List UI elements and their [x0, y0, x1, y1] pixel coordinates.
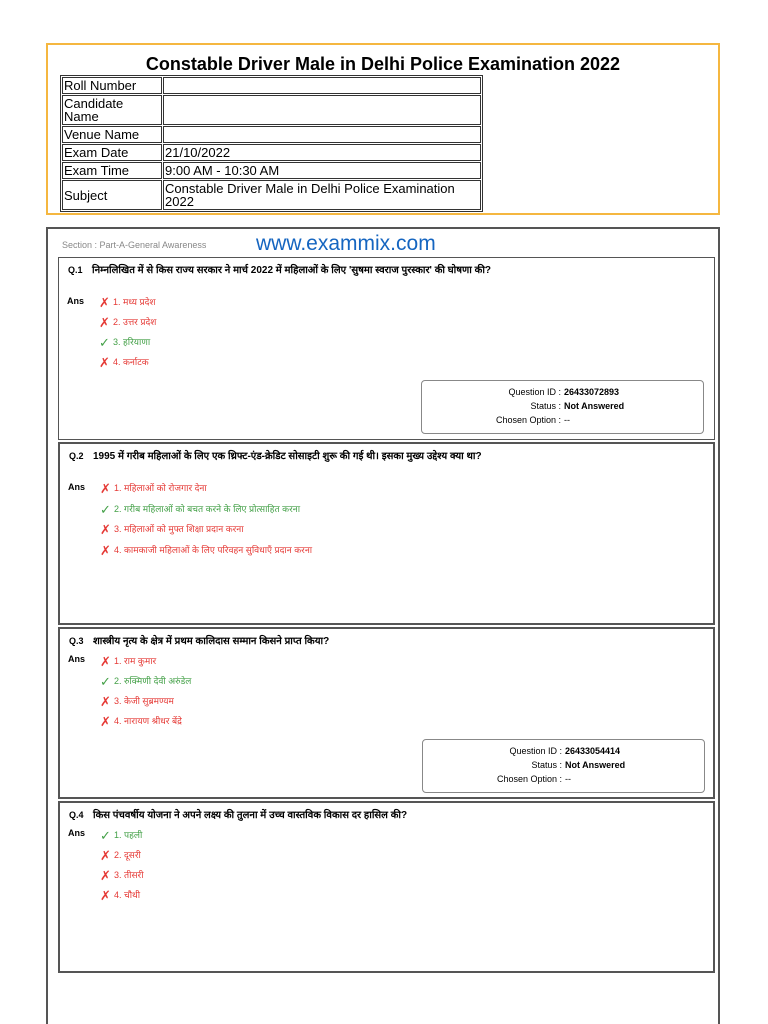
- cross-icon: ✗: [100, 868, 111, 883]
- question-block: [58, 257, 715, 440]
- question-number: Q.2: [69, 451, 84, 461]
- ans-label: Ans: [68, 482, 86, 492]
- option-text: 2. रुक्मिणी देवी अरुंडेल: [114, 676, 192, 686]
- option-text: 2. उत्तर प्रदेश: [113, 317, 157, 327]
- checkmark-icon: ✓: [100, 674, 111, 689]
- question-block: [58, 442, 715, 625]
- cross-icon: ✗: [99, 355, 110, 370]
- option-wrong: [100, 888, 140, 904]
- option-text: 1. मध्य प्रदेश: [113, 297, 156, 307]
- question-block: [58, 627, 715, 799]
- question-id-value: 26433072893: [564, 387, 620, 397]
- answer-sheet: [46, 227, 720, 1024]
- option-wrong: [100, 714, 182, 730]
- checkmark-icon: ✓: [100, 502, 111, 517]
- option-wrong: [100, 522, 244, 538]
- chosen-option-label: Chosen Option :: [496, 774, 562, 784]
- ans-label: Ans: [67, 296, 85, 306]
- ans-label: Ans: [68, 828, 86, 838]
- option-wrong: [100, 848, 141, 864]
- question-text: 1995 में गरीब महिलाओं के लिए एक थ्रिफ्ट-एंड-क्रेडिट सोसाइटी शुरू की गई थी। इसका मुख्य उद्देश्य क्या था?: [93, 451, 482, 462]
- question-id-value: 26433054414: [565, 746, 621, 756]
- option-correct: [100, 674, 191, 690]
- question-text: किस पंचवर्षीय योजना ने अपने लक्ष्य की तुलना में उच्च वास्तविक विकास दर हासिल की?: [93, 810, 408, 821]
- cross-icon: ✗: [100, 654, 111, 669]
- question-block: [58, 801, 715, 973]
- cross-icon: ✗: [100, 522, 111, 537]
- status-label: Status :: [531, 760, 562, 770]
- option-text: 4. नारायण श्रीधर बेंद्रे: [114, 716, 182, 726]
- table-row: [62, 162, 481, 179]
- chosen-option-value: --: [565, 774, 571, 784]
- option-wrong: [99, 355, 149, 371]
- table-row: [62, 180, 481, 210]
- cross-icon: ✗: [100, 694, 111, 709]
- info-value: Constable Driver Male in Delhi Police Examination 2022: [163, 180, 481, 210]
- option-correct: [100, 828, 142, 844]
- info-value: [163, 95, 481, 125]
- option-text: 3. हरियाणा: [113, 337, 151, 347]
- cross-icon: ✗: [100, 888, 111, 903]
- info-value: [163, 77, 481, 94]
- option-wrong: [99, 315, 156, 331]
- option-wrong: [100, 481, 207, 497]
- info-value: [163, 126, 481, 143]
- cross-icon: ✗: [99, 315, 110, 330]
- question-status-box: [422, 739, 705, 793]
- chosen-option-value: --: [564, 415, 570, 425]
- option-wrong: [99, 295, 156, 311]
- table-row: [62, 144, 481, 161]
- table-row: [62, 126, 481, 143]
- watermark: www.exammix.com: [256, 232, 436, 255]
- question-status-box: [421, 380, 704, 434]
- exam-header: [46, 43, 720, 215]
- option-wrong: [100, 543, 312, 559]
- checkmark-icon: ✓: [99, 335, 110, 350]
- cross-icon: ✗: [100, 543, 111, 558]
- info-label: Subject: [62, 180, 162, 210]
- option-text: 2. गरीब महिलाओं को बचत करने के लिए प्रोत्साहित करना: [114, 504, 301, 514]
- question-id-label: Question ID :: [509, 746, 562, 756]
- cross-icon: ✗: [100, 481, 111, 496]
- status-value: Not Answered: [564, 401, 625, 411]
- option-text: 3. केजी सुब्रमण्यम: [114, 696, 174, 706]
- option-text: 1. पहली: [114, 830, 143, 840]
- info-label: Venue Name: [62, 126, 162, 143]
- ans-label: Ans: [68, 654, 86, 664]
- question-number: Q.4: [69, 810, 84, 820]
- table-row: [62, 95, 481, 125]
- exam-title: Constable Driver Male in Delhi Police Examination 2022: [145, 54, 621, 74]
- section-label: Section : Part-A-General Awareness: [62, 240, 207, 250]
- option-text: 3. महिलाओं को मुफ्त शिक्षा प्रदान करना: [114, 524, 244, 534]
- info-value: 9:00 AM - 10:30 AM: [163, 162, 481, 179]
- table-row: [62, 77, 481, 94]
- question-id-label: Question ID :: [508, 387, 561, 397]
- status-value: Not Answered: [565, 760, 626, 770]
- option-text: 2. दूसरी: [114, 850, 141, 860]
- info-label: Exam Date: [62, 144, 162, 161]
- chosen-option-label: Chosen Option :: [495, 415, 561, 425]
- candidate-info-table: [60, 75, 483, 212]
- option-wrong: [100, 654, 156, 670]
- info-label: Candidate Name: [62, 95, 162, 125]
- info-value: 21/10/2022: [163, 144, 481, 161]
- option-text: 4. चौथी: [114, 890, 141, 900]
- cross-icon: ✗: [100, 848, 111, 863]
- info-label: Exam Time: [62, 162, 162, 179]
- cross-icon: ✗: [100, 714, 111, 729]
- question-text: निम्नलिखित में से किस राज्य सरकार ने मार्च 2022 में महिलाओं के लिए 'सुषमा स्वराज पुरस्कार' की घोषणा की?: [92, 265, 492, 276]
- question-number: Q.1: [68, 265, 83, 275]
- option-text: 3. तीसरी: [114, 870, 144, 880]
- question-number: Q.3: [69, 636, 84, 646]
- option-wrong: [100, 868, 144, 884]
- option-wrong: [100, 694, 174, 710]
- option-text: 1. महिलाओं को रोजगार देना: [114, 483, 207, 493]
- cross-icon: ✗: [99, 295, 110, 310]
- info-label: Roll Number: [62, 77, 162, 94]
- option-text: 4. कर्नाटक: [113, 357, 149, 367]
- checkmark-icon: ✓: [100, 828, 111, 843]
- option-correct: [99, 335, 150, 351]
- status-label: Status :: [530, 401, 561, 411]
- option-text: 1. राम कुमार: [114, 656, 157, 666]
- question-text: शास्त्रीय नृत्य के क्षेत्र में प्रथम कालिदास सम्मान किसने प्राप्त किया?: [93, 636, 330, 647]
- option-correct: [100, 502, 300, 518]
- option-text: 4. कामकाजी महिलाओं के लिए परिवहन सुविधाएँ प्रदान करना: [114, 545, 313, 555]
